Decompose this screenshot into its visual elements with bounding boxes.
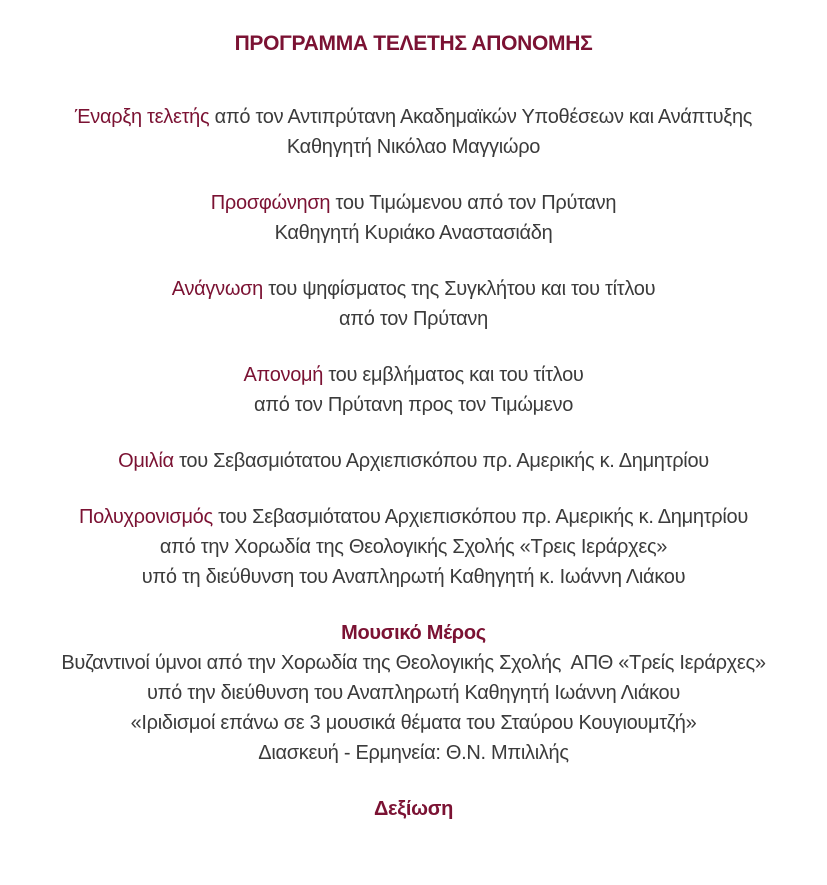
music-line: υπό την διεύθυνση του Αναπληρωτή Καθηγητή Ιωάννη Λιάκου — [147, 682, 680, 704]
music-line: Διασκευή - Ερμηνεία: Θ.Ν. Μπιλιλής — [258, 742, 569, 764]
music-section — [0, 618, 827, 768]
item-lead-line — [0, 102, 827, 132]
item-rest-text: του Σεβασμιότατου Αρχιεπισκόπου πρ. Αμερικής κ. Δημητρίου — [179, 450, 709, 472]
item-line: από τον Πρύτανη προς τον Τιμώμενο — [253, 394, 574, 416]
item-rest-text: του Σεβασμιότατου Αρχιεπισκόπου πρ. Αμερικής κ. Δημητρίου — [218, 506, 748, 528]
item-lead-line — [0, 274, 827, 304]
program-item-opening — [0, 102, 827, 162]
program-item-conferment — [0, 360, 827, 420]
item-lead-text: Έναρξη τελετής — [74, 106, 210, 128]
item-rest-text: του εμβλήματος και του τίτλου — [328, 364, 584, 386]
item-rest-text: του Τιμώμενου από τον Πρύτανη — [335, 192, 617, 214]
item-lead-text: Ομιλία — [118, 450, 174, 472]
program-item-reading — [0, 274, 827, 334]
program-item-polychronism — [0, 502, 827, 592]
item-line: Καθηγητή Νικόλαο Μαγγιώρο — [286, 136, 541, 158]
item-line: υπό τη διεύθυνση του Αναπληρωτή Καθηγητή κ. Ιωάννη Λιάκου — [141, 566, 686, 588]
item-line: από τον Πρύτανη — [339, 308, 488, 330]
music-section-heading: Μουσικό Μέρος — [341, 622, 486, 644]
ceremony-program-document — [0, 32, 827, 824]
music-line: «Ιριδισμοί επάνω σε 3 μουσικά θέματα του Σταύρου Κουγιουμτζή» — [130, 712, 697, 734]
item-lead-line — [0, 502, 827, 532]
item-line: από την Χορωδία της Θεολογικής Σχολής «Τρεις Ιεράρχες» — [159, 536, 668, 558]
closing-heading: Δεξίωση — [373, 798, 454, 820]
item-lead-line — [0, 188, 827, 218]
item-lead-text: Απονομή — [243, 364, 324, 386]
item-line: Καθηγητή Κυριάκο Αναστασιάδη — [274, 222, 553, 244]
item-lead-line — [0, 360, 827, 390]
program-title: ΠΡΟΓΡΑΜΜΑ ΤΕΛΕΤΗΣ ΑΠΟΝΟΜΗΣ — [234, 32, 593, 55]
program-item-speech — [0, 446, 827, 476]
item-rest-text: του ψηφίσματος της Συγκλήτου και του τίτλου — [268, 278, 656, 300]
item-lead-line — [0, 446, 827, 476]
item-lead-text: Πολυχρονισμός — [79, 506, 213, 528]
music-line: Βυζαντινοί ύμνοι από την Χορωδία της Θεολογικής Σχολής ΑΠΘ «Τρείς Ιεράρχες» — [61, 652, 766, 674]
item-lead-text: Προσφώνηση — [210, 192, 331, 214]
program-item-address — [0, 188, 827, 248]
item-lead-text: Ανάγνωση — [171, 278, 264, 300]
item-rest-text: από τον Αντιπρύτανη Ακαδημαϊκών Υποθέσεων και Ανάπτυξης — [214, 106, 753, 128]
